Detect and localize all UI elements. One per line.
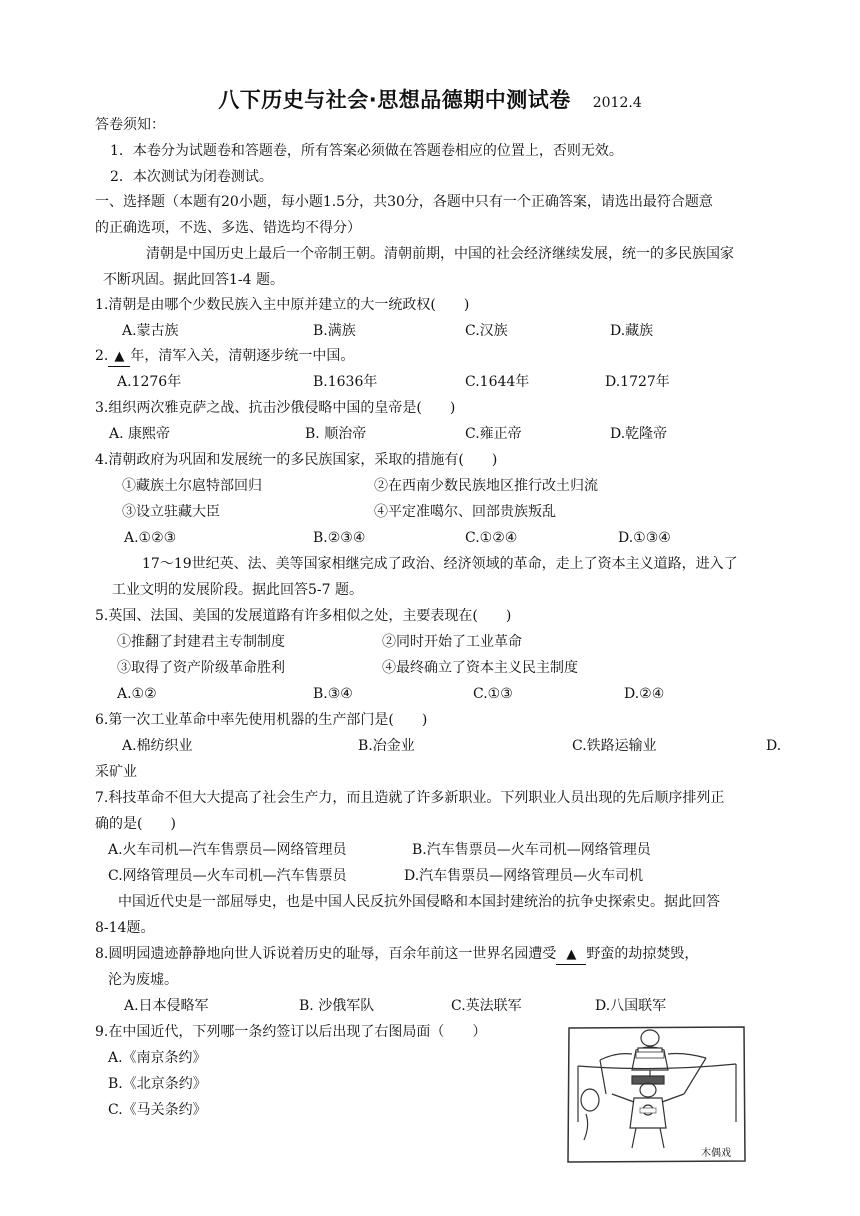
q4-stem: 4.清朝政府为巩固和发展统一的多民族国家，采取的措施有( ) [95, 452, 498, 468]
q3-option-a: A. 康熙帝 [109, 426, 171, 442]
q7-option-c: C.网络管理员—火车司机—汽车售票员 [108, 868, 347, 884]
q4-option-c: C.①②④ [465, 530, 518, 546]
notice-heading: 答卷须知： [95, 117, 165, 133]
section-heading-line1: 一、选择题（本题有20小题，每小题1.5分，共30分，各题中只有一个正确答案，请选出最符合题意 [95, 194, 713, 210]
material-1-line2: 不断巩固。据此回答1-4 题。 [103, 272, 284, 288]
q7-stem-line1: 7.科技革命不但大大提高了社会生产力，而且造就了许多新职业。下列职业人员出现的先后顺序排列正 [95, 790, 725, 806]
q2-option-a: A.1276年 [117, 374, 182, 390]
q8-stem-line1 [95, 945, 698, 965]
q8-option-a: A.日本侵略军 [124, 998, 209, 1014]
section-heading-line2: 的正确选项，不选、多选、错选均不得分） [95, 220, 361, 236]
q2-answer-blank: ▲ [108, 348, 130, 367]
puppet-show-cartoon [566, 1024, 748, 1164]
q6-stem: 6.第一次工业革命中率先使用机器的生产部门是( ) [95, 712, 428, 728]
q8-option-d: D.八国联军 [595, 998, 667, 1014]
q6-option-b: B.冶金业 [358, 738, 415, 754]
material-2-line2: 工业文明的发展阶段。据此回答5-7 题。 [112, 582, 363, 598]
q2-option-b: B.1636年 [313, 374, 378, 390]
q7-stem-line2: 确的是( ) [95, 816, 176, 832]
q4-item-3: ③设立驻藏大臣 [122, 504, 220, 520]
q3-option-b: B. 顺治帝 [305, 426, 367, 442]
q4-item-2: ②在西南少数民族地区推行改土归流 [374, 478, 598, 494]
q5-option-a: A.①② [117, 686, 157, 702]
material-3-line1: 中国近代史是一部屈辱史，也是中国人民反抗外国侵略和本国封建统治的抗争史探索史。据此回答 [118, 894, 720, 910]
exam-title [0, 84, 860, 114]
material-3-line2: 8-14题。 [95, 920, 155, 936]
q1-option-b: B.满族 [313, 323, 356, 339]
cartoon-caption: 木偶戏 [701, 1148, 731, 1159]
q4-option-a: A.①②③ [124, 530, 177, 546]
material-1-line1: 清朝是中国历史上最后一个帝制王朝。清朝前期，中国的社会经济继续发展，统一的多民族国家 [146, 246, 734, 262]
q4-option-d: D.①③④ [618, 530, 671, 546]
q2-stem-rest: 年，清军入关，清朝逐步统一中国。 [130, 348, 355, 364]
q2-option-d: D.1727年 [605, 374, 670, 390]
q5-item-4: ④最终确立了资本主义民主制度 [382, 660, 578, 676]
q9-option-c: C.《马关条约》 [108, 1102, 207, 1118]
q2-stem [95, 347, 354, 367]
q7-option-a: A.火车司机—汽车售票员—网络管理员 [108, 842, 347, 858]
q8-stem-a: 8.圆明园遗迹静静地向世人诉说着历史的耻辱，百余年前这一世界名园遭受 [95, 946, 557, 962]
q5-item-3: ③取得了资产阶级革命胜利 [117, 660, 285, 676]
q5-item-2: ②同时开始了工业革命 [382, 634, 522, 650]
q9-option-b: B.《北京条约》 [108, 1076, 207, 1092]
q3-stem: 3.组织两次雅克萨之战、抗击沙俄侵略中国的皇帝是( ) [95, 400, 456, 416]
q3-option-c: C.雍正帝 [465, 426, 522, 442]
q5-item-1: ①推翻了封建君主专制制度 [117, 634, 285, 650]
material-2-line1: 17～19世纪英、法、美等国家相继完成了政治、经济领域的革命，走上了资本主义道路，进入了 [142, 556, 738, 572]
q8-stem-line2: 沦为废墟。 [108, 972, 178, 988]
q8-answer-blank: ▲ [556, 946, 586, 965]
q5-option-b: B.③④ [313, 686, 353, 702]
q9-option-a: A.《南京条约》 [108, 1050, 207, 1066]
q1-option-d: D.藏族 [610, 323, 654, 339]
q6-option-d: D. [766, 738, 782, 754]
q4-option-b: B.②③④ [313, 530, 366, 546]
q9-stem: 9.在中国近代，下列哪一条约签订以后出现了右图局面（ ） [95, 1024, 487, 1040]
q5-option-c: C.①③ [473, 686, 513, 702]
q8-stem-b: 野蛮的劫掠焚毁， [586, 946, 699, 962]
q5-stem: 5.英国、法国、美国的发展道路有许多相似之处，主要表现在( ) [95, 608, 512, 624]
q3-option-d: D.乾隆帝 [610, 426, 668, 442]
q8-option-c: C.英法联军 [451, 998, 522, 1014]
notice-item-1: 1．本卷分为试题卷和答题卷，所有答案必须做在答题卷相应的位置上，否则无效。 [110, 143, 623, 159]
q4-item-4: ④平定准噶尔、回部贵族叛乱 [374, 504, 556, 520]
q2-number: 2. [95, 348, 109, 364]
q6-option-c: C.铁路运输业 [572, 738, 657, 754]
q1-option-c: C.汉族 [465, 323, 508, 339]
q1-stem: 1.清朝是由哪个少数民族入主中原并建立的大一统政权( ) [95, 297, 470, 313]
q5-option-d: D.②④ [624, 686, 665, 702]
notice-item-2: 2．本次测试为闭卷测试。 [110, 169, 273, 185]
q2-option-c: C.1644年 [465, 374, 530, 390]
q8-option-b: B. 沙俄军队 [299, 998, 375, 1014]
exam-title-main: 八下历史与社会·思想品德期中测试卷 [218, 88, 571, 112]
q4-item-1: ①藏族土尔扈特部回归 [122, 478, 262, 494]
q1-option-a: A.蒙古族 [122, 323, 179, 339]
q6-option-d-text: 采矿业 [95, 764, 137, 780]
q7-option-d: D.汽车售票员—网络管理员—火车司机 [404, 868, 644, 884]
q6-option-a: A.棉纺织业 [122, 738, 193, 754]
exam-date: 2012.4 [592, 95, 642, 111]
q7-option-b: B.汽车售票员—火车司机—网络管理员 [412, 842, 651, 858]
